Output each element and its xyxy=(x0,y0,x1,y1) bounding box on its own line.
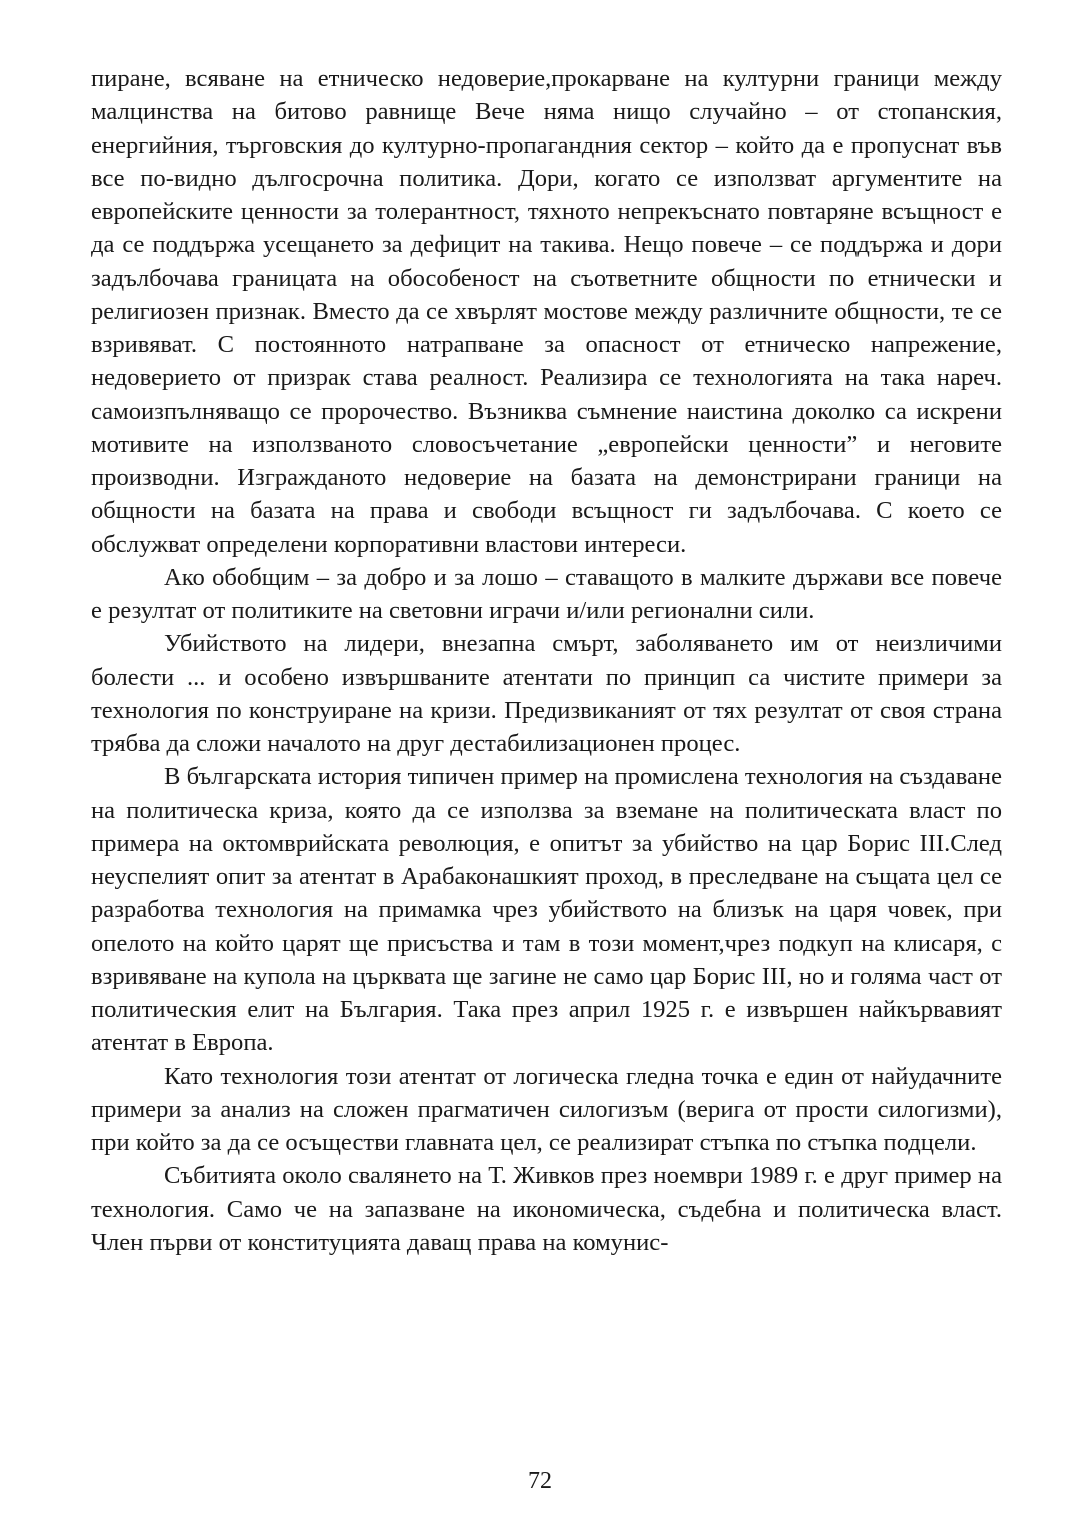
paragraph-1: пиране, всяване на етническо недоверие,прокарване на културни граници между малцинства на битово равнище Вече няма нищо случайно – от стопанския, енергийния, търговския до културно-пропагандния сектор – който да е пропуснат във все по-видно дългосрочна политика. Дори, когато се използват аргументите на европейските ценности за толерантност, тяхното непрекъснато повтаряне всъщност е да се поддържа усещането за дефицит на такива. Нещо повече – се поддържа и дори задълбочава границата на обособеност на съответните общности по етнически и религиозен признак. Вместо да се хвърлят мостове между различните общности, те се взривяват. С постоянното натрапване за опасност от етническо напрежение, недоверието от призрак става реалност. Реализира се технологията на така нареч. самоизпълняващо се пророчество. Възниква съмнение наистина доколко са искрени мотивите на използваното словосъчетание „европейски ценности” и неговите производни. Изгражданото недоверие на базата на демонстрирани граници на общности на базата на права и свободи всъщност ги задълбочава. С което се обслужват определени корпоративни властови интереси. xyxy=(91,65,1002,558)
page-body xyxy=(91,62,1002,1259)
paragraph-5: Като технология този атентат от логическа гледна точка е един от найудачните примери за анализ на сложен прагматичен силогизъм (верига от прости силогизми), при който за да се осъществи главната цел, се реализират стъпка по стъпка подцели. xyxy=(91,1062,1002,1156)
paragraph-2: Ако обобщим – за добро и за лошо – ставащото в малките държави все повече е резултат от политиките на световни играчи и/или регионални сили. xyxy=(91,563,1002,624)
paragraph-6: Събитията около свалянето на Т. Живков през ноември 1989 г. е друг пример на технология. Само че на запазване на икономическа, съдебна и политическа власт. Член първи от конституцията даващ права на комунис- xyxy=(91,1162,1002,1256)
paragraph-3: Убийството на лидери, внезапна смърт, заболяването им от неизличими болести ... и особено извършваните атентати по принцип са чистите примери за технология по конструиране на кризи. Предизвиканият от тях резултат от своя страна трябва да сложи началото на друг дестабилизационен процес. xyxy=(91,630,1002,757)
paragraph-4: В българската история типичен пример на промислена технология на създаване на политическа криза, която да се използва за вземане на политическата власт по примера на октомврийската революция, е опитът за убийство на цар Борис III.След неуспелият опит за атентат в Арабаконашкият проход, в преследване на същата цел се разработва технология на примамка чрез убийството на близък на царя човек, при опелото на който царят ще присъства и там в този момент,чрез подкуп на клисаря, с взривяване на купола на църквата ще загине не само цар Борис III, но и голяма част от политическия елит на България. Така през април 1925 г. е извършен найкървавият атентат в Европа. xyxy=(91,763,1002,1057)
page-number: 72 xyxy=(528,1468,552,1494)
